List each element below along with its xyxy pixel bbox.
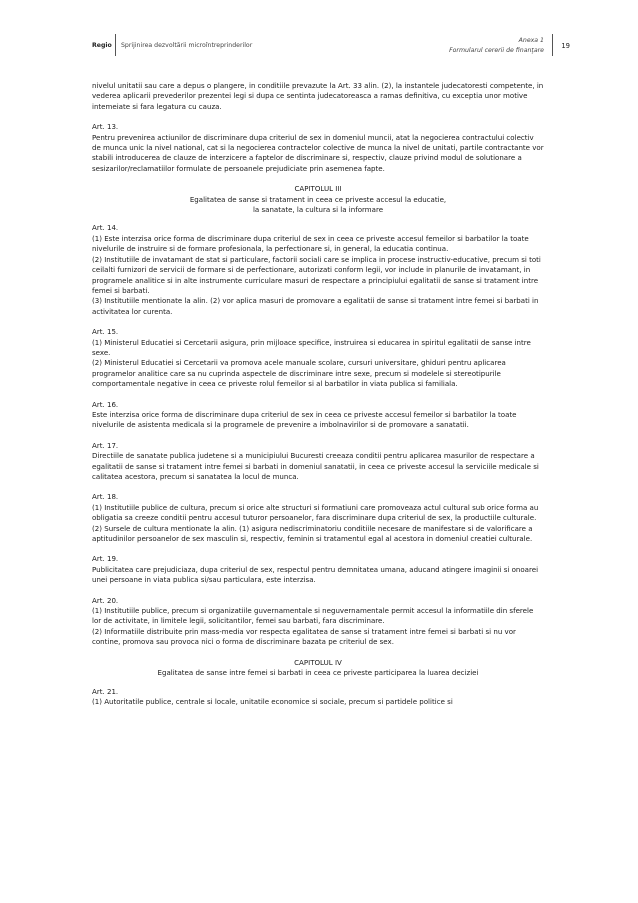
article-paragraph: Pentru prevenirea actiunilor de discriminare dupa criteriul de sex in domeniul muncii, atat la negocierea contractului colectiv de munca unic la nivel national, cat si la negocierea contractelor colective de munca la nivel de unitati, partile contractante vor stabili introducerea de clauze de interzicere a faptelor de discriminare si, respectiv, clauze privind modul de solutionare a sesizarilor/reclamatiilor formulate de persoanele prejudiciate prin asemenea fapte. [92,132,544,173]
article-title: Art. 20. [92,595,119,605]
article-title: Art. 13. [92,122,119,132]
article-paragraph: (3) Institutiile mentionate la alin. (2) vor aplica masuri de promovare a egalitatii de sanse si tratament intre femei si barbati in activitatea lor curenta. [92,296,539,316]
article-paragraph: Publicitatea care prejudiciaza, dupa criteriul de sex, respectul pentru demnitatea umana, aducand atingere imaginii si onoarei unei persoane in viata publica si/sau particulara, este interzisa. [92,564,539,585]
chapter-subtitle: la sanatate, la cultura si la informare [252,205,384,215]
brand-logo-text: Regio [92,42,112,49]
article-20 [92,596,544,648]
intro-paragraph-block [92,81,544,112]
article-16 [92,400,544,431]
annex-subtitle: Formularul cererii de finanţare [449,47,544,54]
article-title: Art. 21. [92,686,119,696]
chapter-subtitle: Egalitatea de sanse si tratament in ceea ce priveste accesul la educatie, [189,194,447,204]
article-paragraph: (1) Institutiile publice, precum si organizatiile guvernamentale si neguvernamentale permit accesul la informatiile din sferele lor de activitate, in limitele legii, solicitantilor, femei sau barbati, fara discriminare. [92,606,534,626]
article-17 [92,441,544,483]
chapter-subtitle: Egalitatea de sanse intre femei si barbati in ceea ce priveste participarea la luarea deciziei [157,668,479,678]
header-divider-right [552,34,553,56]
annex-label [449,36,544,56]
article-19 [92,554,544,585]
chapter-title: CAPITOLUL IV [294,657,342,667]
article-paragraph: (1) Ministerul Educatiei si Cercetarii asigura, prin mijloace specifice, instruirea si educarea in spiritul egalitatii de sanse intre sexe. [92,337,531,357]
header-divider-left [115,34,116,56]
article-21 [92,687,544,708]
article-paragraph: (1) Este interzisa orice forma de discriminare dupa criteriul de sex in ceea ce priveste accesul femeilor si barbatilor la toate nivelurile de instruire si de formare profesionala, la perfectionare si, in general, la educatia continua. [92,233,529,254]
article-paragraph: (2) Informatiile distribuite prin mass-media vor respecta egalitatea de sanse si tratament intre femei si barbati si nu vor contine, promova sau provoca nici o forma de discriminare bazata pe criteriul de sex. [92,626,516,647]
article-title: Art. 17. [92,440,119,450]
article-paragraph: (1) Autoritatile publice, centrale si locale, unitatile economice si sociale, precum si partidele politice si [92,696,453,706]
article-title: Art. 18. [92,492,119,502]
article-title: Art. 15. [92,327,119,337]
article-15 [92,327,544,389]
article-14 [92,223,544,317]
chapter-3-heading [92,184,544,215]
program-name: Sprijinirea dezvoltării microîntreprinderilor [121,42,253,49]
chapter-4-heading [92,658,544,679]
document-body [92,81,544,717]
article-18 [92,492,544,544]
annex-title: Anexa 1 [518,37,544,44]
page-header [92,34,570,60]
article-paragraph: (2) Institutiile de invatamant de stat si particulare, factorii sociali care se implica in procese instructiv-educative, precum si toti ceilalti furnizori de servicii de formare si de perfectionare, autorizati conform legii, vor include in planurile de invatamant, in programele analitice si in alte instrumente curriculare masuri de respectare a principiului egalitatii de sanse si tratament intre femei si barbati. [92,254,541,295]
article-title: Art. 19. [92,554,119,564]
article-paragraph: Este interzisa orice forma de discriminare dupa criteriul de sex in ceea ce priveste accesul femeilor si barbatilor la toate nivelurile de asistenta medicala si la programele de prevenire a imbolnavirilor si de promovare a sanatatii. [92,409,517,430]
article-paragraph: (2) Sursele de cultura mentionate la alin. (1) asigura nediscriminatoriu conditiile necesare de manifestare si de valorificare a aptitudinilor persoanelor de sex masculin si, respectiv, feminin si tratamentul egal al acestora in domeniul creatiei culturale. [92,523,533,544]
article-title: Art. 16. [92,399,119,409]
article-title: Art. 14. [92,223,119,233]
intro-paragraph: nivelul unitatii sau care a depus o plangere, in conditiile prevazute la Art. 33 alin. (2), la instantele judecatoresti competente, in vederea aplicarii prevederilor prezentei legi si dupa ce sentinta judecatoreasca a ramas definitiva, cu exceptia unor motive intemeiate si fara legatura cu cauza. [92,81,544,111]
article-paragraph: Directiile de sanatate publica judetene si a municipiului Bucuresti creeaza conditii pentru aplicarea masurilor de respectare a egalitatii de sanse si tratament intre femei si barbati in domeniul sanatatii, in ceea ce priveste accesul la serviciile medicale si calitatea acestora, precum si sanatatea la locul de munca. [92,451,539,481]
page-number: 19 [561,42,570,50]
article-13 [92,122,544,174]
chapter-title: CAPITOLUL III [294,184,342,194]
article-paragraph: (1) Institutiile publice de cultura, precum si orice alte structuri si formatiuni care promoveaza actul cultural sub orice forma au obligatia sa creeze conditii pentru accesul tuturor persoanelor, fara discriminare dupa criteriul de sex, la productiile culturale. [92,502,539,523]
article-paragraph: (2) Ministerul Educatiei si Cercetarii va promova acele manuale scolare, cursuri universitare, ghiduri pentru aplicarea programelor analitice care sa nu cuprinda aspectele de discriminare intre sexe, precum si modelele si stereotipurile comportamentale negative in ceea ce priveste rolul femeilor si al barbatilor in viata publica si familiala. [92,358,506,389]
